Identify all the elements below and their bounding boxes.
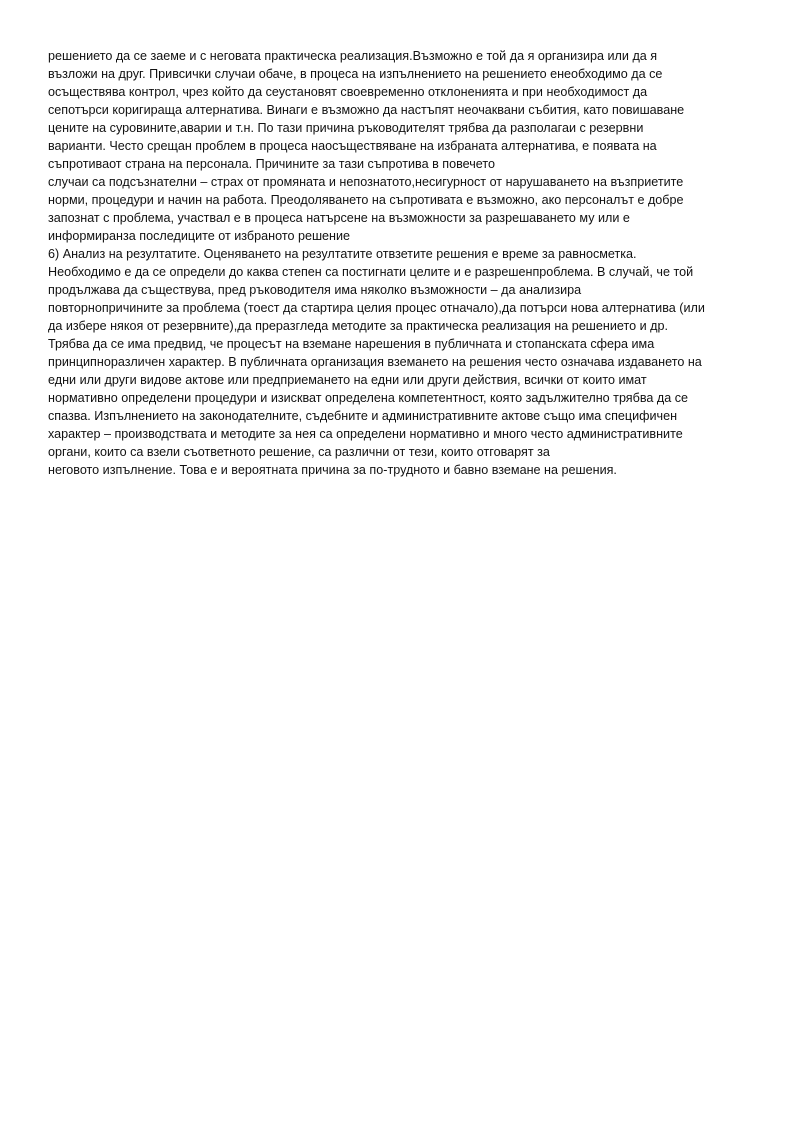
text-line: варианти. Често срещан проблем в процеса наосъществяване на избраната алтернатива, е появата на xyxy=(48,139,657,154)
text-line: характер – производствата и методите за нея са определени нормативно и много често административните xyxy=(48,427,683,442)
text-line: неговото изпълнение. Това е и вероятната причина за по-трудното и бавно вземане на решения. xyxy=(48,463,617,478)
text-line: принципноразличен характер. В публичната организация вземането на решения често означава издаването на xyxy=(48,355,702,370)
section-heading-line: 6) Анализ на резултатите. Оценяването на резултатите отвзетите решения е време за равносметка. xyxy=(48,247,637,262)
text-line: Необходимо е да се определи до каква степен са постигнати целите и е разрешенпроблема. В случай, че той xyxy=(48,265,694,280)
text-line: запознат с проблема, участвал е в процеса натърсене на възможности за разрешаването му или е xyxy=(48,211,630,226)
text-line: нормативно определени процедури и изискват определена компетентност, която задължително трябва да се xyxy=(48,391,689,406)
text-line: цените на суровините,аварии и т.н. По тази причина ръководителят трябва да разполагаи с резервни xyxy=(48,121,644,136)
body-text xyxy=(48,47,760,479)
text-line: едни или други видове актове или предприемането на едни или други действия, всички от които имат xyxy=(48,373,647,388)
text-line: да избере някоя от резервните),да преразгледа методите за практическа реализация на решението и др. xyxy=(48,319,669,334)
text-line: спазва. Изпълнението на законодателните, съдебните и административните актове също има специфичен xyxy=(48,409,678,424)
text-line: осъществява контрол, чрез който да сеустановят своевременно отклоненията и при необходимост да xyxy=(48,85,648,100)
text-line: норми, процедури и начин на работа. Преодоляването на съпротивата е възможно, ако персоналът е добре xyxy=(48,193,684,208)
text-line: случаи са подсъзнателни – страх от промяната и непознатото,несигурност от нарушаването на възприетите xyxy=(48,175,684,190)
text-line: информиранза последиците от избраното решение xyxy=(48,229,351,244)
text-line: Трябва да се има предвид, че процесът на вземане нарешения в публичната и стопанската сфера има xyxy=(48,337,655,352)
text-line: решението да се заеме и с неговата практическа реализация.Възможно е той да я организира или да я xyxy=(48,49,658,63)
text-line: възложи на друг. Привсички случаи обаче, в процеса на изпълнението на решението енеобходимо да се xyxy=(48,67,663,82)
text-line: продължава да съществува, пред ръководителя има няколко възможности – да анализира xyxy=(48,283,582,298)
text-line: повторнопричините за проблема (тоест да стартира целия процес отначало),да потърси нова алтернатива (или xyxy=(48,301,705,316)
text-line: сепотърси коригираща алтернатива. Винаги е възможно да настъпят неочаквани събития, като повишаване xyxy=(48,103,685,118)
text-line: органи, които са взели съответното решение, са различни от тези, които отговарят за xyxy=(48,445,550,460)
text-line: съпротиваот страна на персонала. Причините за тази съпротива в повечето xyxy=(48,157,496,172)
